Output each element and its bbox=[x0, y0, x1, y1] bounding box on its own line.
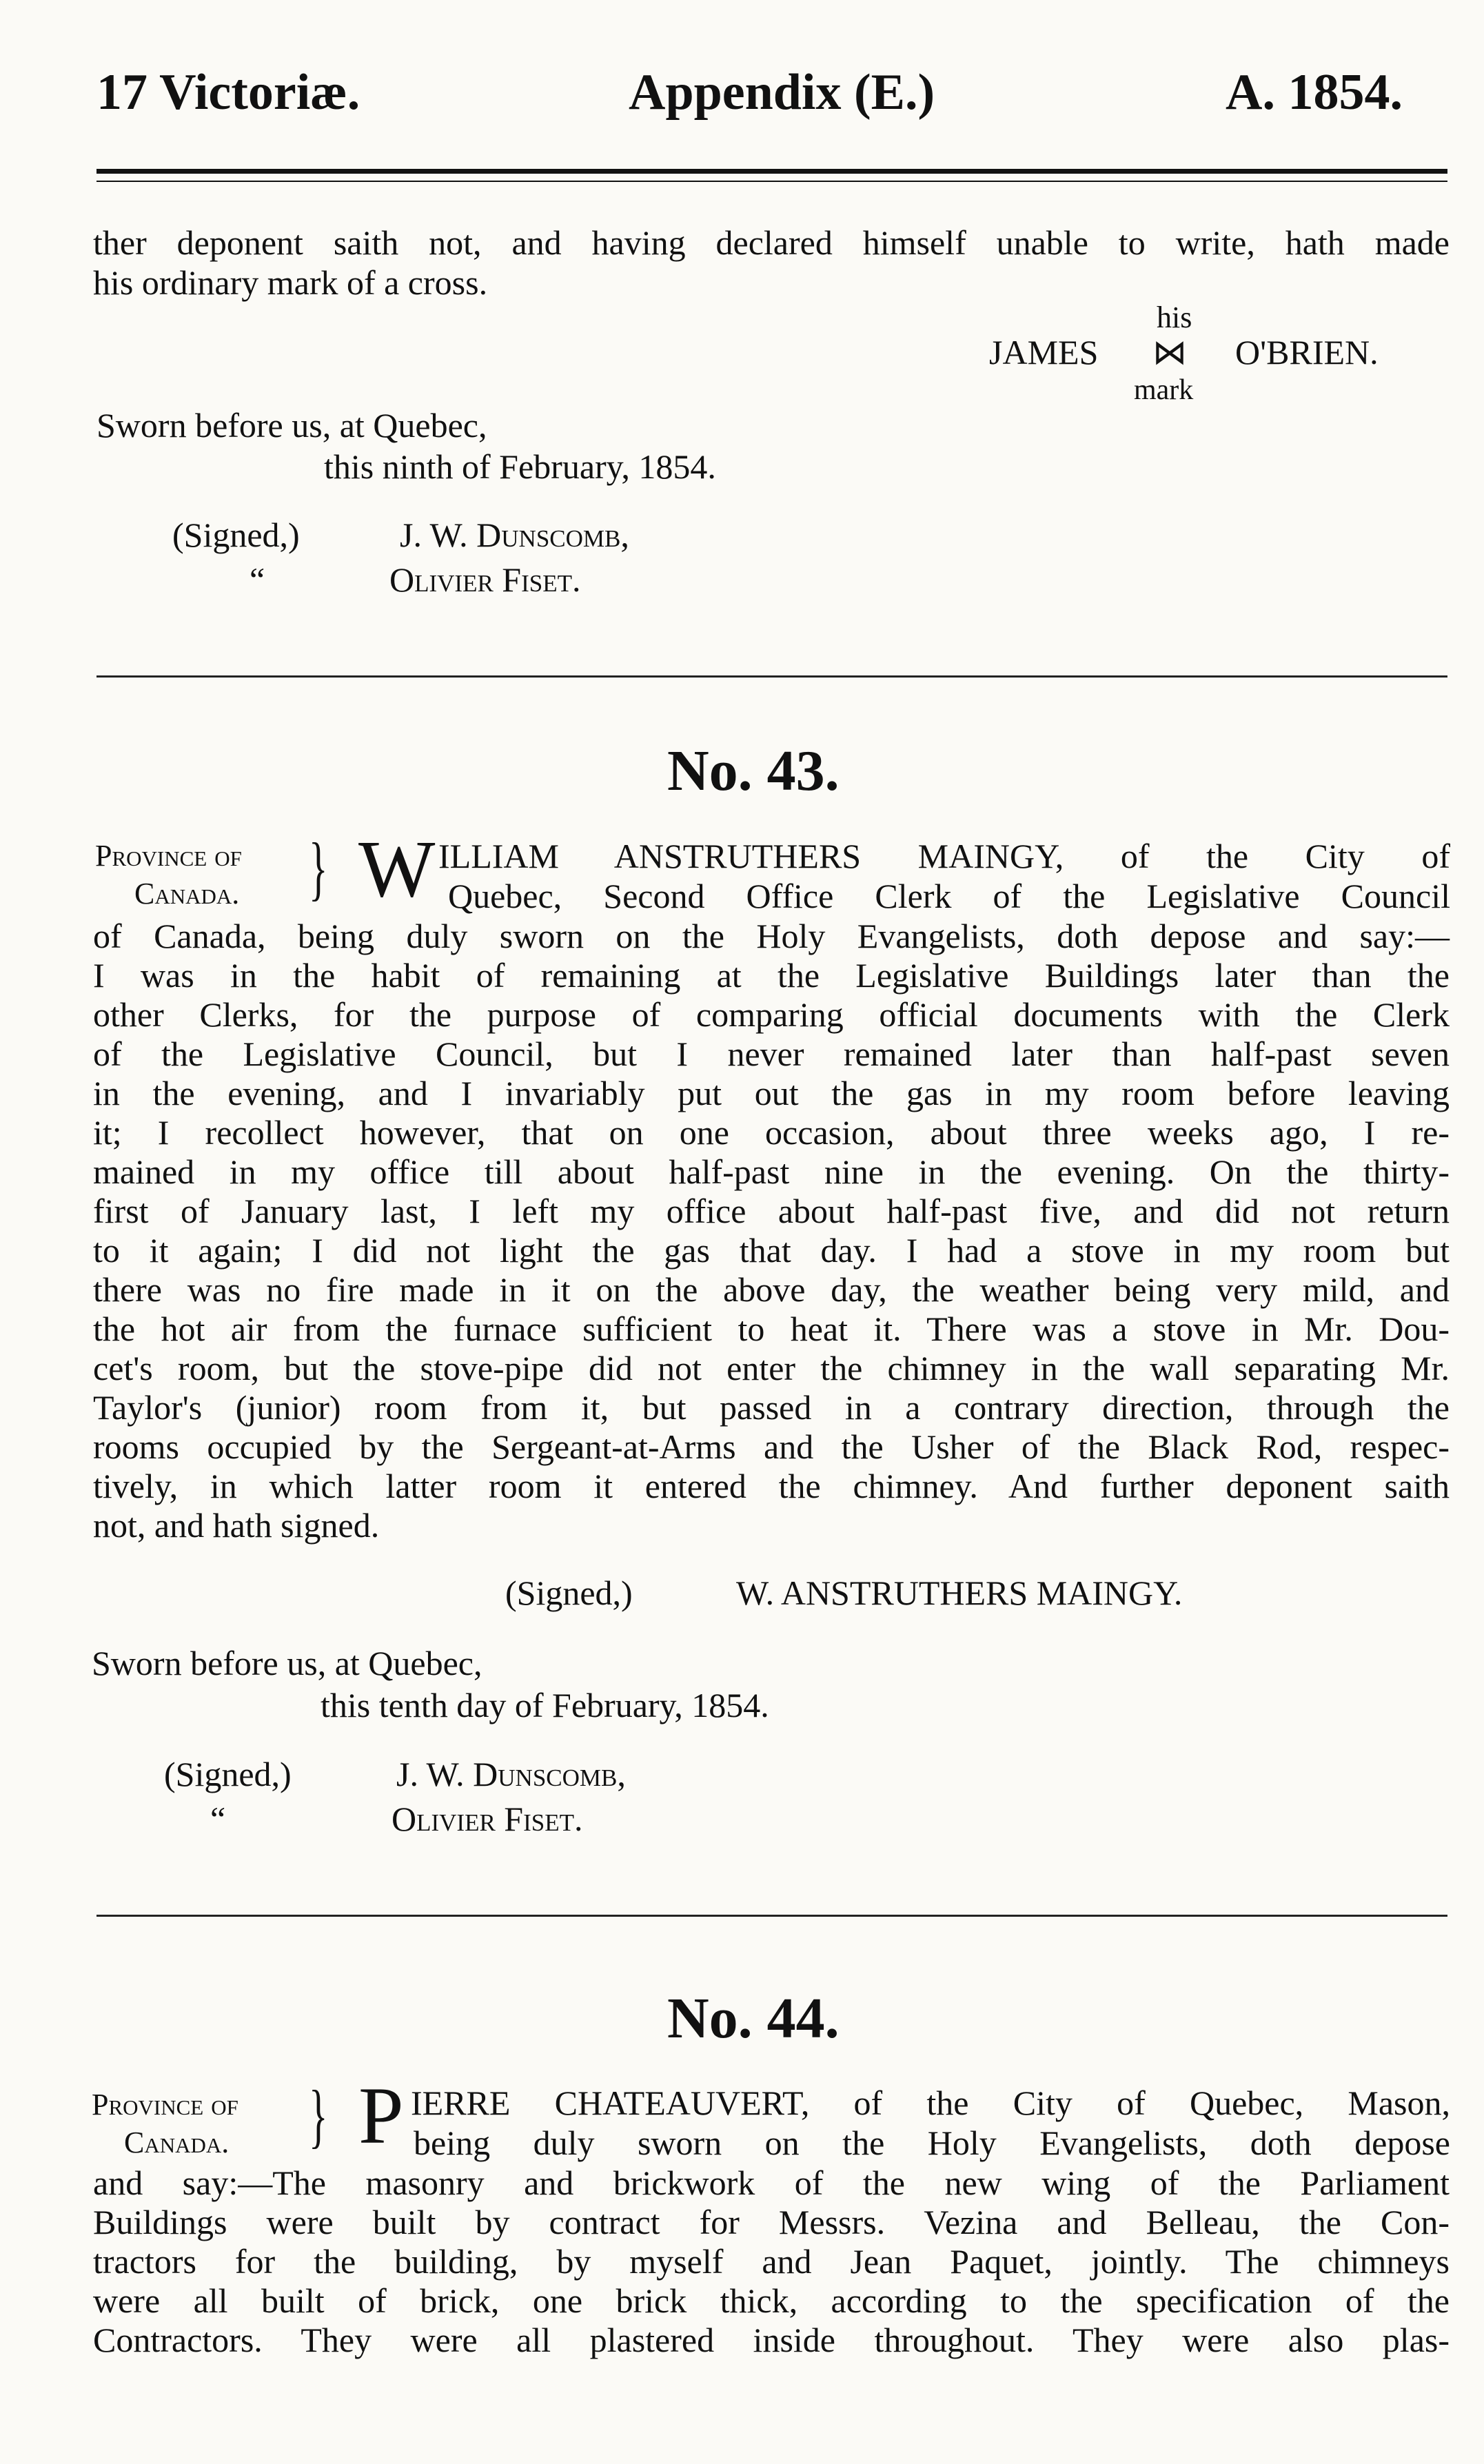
deponent-signature: W. ANSTRUTHERS MAINGY. bbox=[736, 1574, 1183, 1612]
deposition-number: No. 44. bbox=[667, 1986, 840, 2050]
header-rule-thick bbox=[96, 169, 1447, 174]
paragraph-line: Taylor's (junior) room from it, but passed in a contrary direction, through the bbox=[93, 1388, 1450, 1427]
province-label: Province of bbox=[95, 839, 242, 873]
witness-signature: J. W. Dunscomb, bbox=[400, 516, 629, 554]
drop-cap-initial: W bbox=[358, 824, 436, 914]
paragraph-line: tively, in which latter room it entered the chimney. And further deponent saith bbox=[93, 1467, 1450, 1505]
continuation-line: ther deponent saith not, and having declared himself unable to write, hath made bbox=[93, 223, 1450, 262]
mark-his: his bbox=[1157, 301, 1192, 334]
mark-name-first: JAMES bbox=[989, 333, 1099, 371]
paragraph-line: it; I recollect however, that on one occasion, about three weeks ago, I re- bbox=[93, 1113, 1450, 1152]
drop-cap-initial: P bbox=[358, 2070, 404, 2161]
witness-signature: Olivier Fiset. bbox=[392, 1800, 583, 1838]
ditto-mark: “ bbox=[210, 1800, 226, 1838]
province-label: Canada. bbox=[134, 877, 240, 910]
paragraph-line: cet's room, but the stove-pipe did not enter the chimney in the wall separating Mr. bbox=[93, 1349, 1450, 1387]
signed-label: (Signed,) bbox=[164, 1755, 292, 1793]
paragraph-line: were all built of brick, one brick thick, according to the specification of the bbox=[93, 2281, 1450, 2320]
header-right: A. 1854. bbox=[1226, 64, 1403, 121]
paragraph-line: in the evening, and I invariably put out the gas in my room before leaving bbox=[93, 1074, 1450, 1112]
paragraph-line: mained in my office till about half-past nine in the evening. On the thirty- bbox=[93, 1152, 1450, 1191]
paragraph-line: Contractors. They were all plastered inside throughout. They were also plas- bbox=[93, 2321, 1450, 2359]
paragraph-line: IERRE CHATEAUVERT, of the City of Quebec, Mason, bbox=[411, 2084, 1450, 2122]
brace-glyph: } bbox=[309, 828, 328, 908]
paragraph-line: not, and hath signed. bbox=[93, 1506, 380, 1545]
mark-cross-symbol: ⋈ bbox=[1152, 333, 1187, 371]
paragraph-line: Quebec, Second Office Clerk of the Legislative Council bbox=[448, 877, 1450, 915]
witness-signature: J. W. Dunscomb, bbox=[396, 1755, 626, 1793]
sworn-line: Sworn before us, at Quebec, bbox=[96, 406, 487, 445]
brace-glyph: } bbox=[309, 2076, 328, 2155]
section-divider bbox=[96, 675, 1447, 678]
paragraph-line: and say:—The masonry and brickwork of the new wing of the Parliament bbox=[93, 2163, 1450, 2202]
header-center: Appendix (E.) bbox=[629, 64, 935, 121]
paragraph-line: Buildings were built by contract for Messrs. Vezina and Belleau, the Con- bbox=[93, 2203, 1450, 2241]
sworn-line: Sworn before us, at Quebec, bbox=[92, 1644, 482, 1682]
mark-label: mark bbox=[1134, 374, 1194, 406]
witness-signature: Olivier Fiset. bbox=[389, 560, 581, 599]
paragraph-line: I was in the habit of remaining at the Legislative Buildings later than the bbox=[93, 956, 1450, 995]
paragraph-line: the hot air from the furnace sufficient to heat it. There was a stove in Mr. Dou- bbox=[93, 1310, 1450, 1348]
section-divider bbox=[96, 1915, 1447, 1917]
paragraph-line: there was no fire made in it on the above day, the weather being very mild, and bbox=[93, 1270, 1450, 1309]
province-label: Province of bbox=[92, 2088, 238, 2121]
ditto-mark: “ bbox=[250, 560, 265, 599]
header-left: 17 Victoriæ. bbox=[96, 64, 360, 121]
paragraph-line: being duly sworn on the Holy Evangelists, doth depose bbox=[414, 2124, 1450, 2162]
signed-label: (Signed,) bbox=[172, 516, 300, 554]
mark-name-last: O'BRIEN. bbox=[1235, 333, 1379, 371]
paragraph-line: of the Legislative Council, but I never remained later than half-past seven bbox=[93, 1035, 1450, 1073]
sworn-date-line: this tenth day of February, 1854. bbox=[321, 1686, 769, 1724]
sworn-date-line: this ninth of February, 1854. bbox=[324, 447, 716, 486]
paragraph-line: tractors for the building, by myself and Jean Paquet, jointly. The chimneys bbox=[93, 2242, 1450, 2281]
paragraph-line: other Clerks, for the purpose of comparing official documents with the Clerk bbox=[93, 995, 1450, 1034]
paragraph-line: first of January last, I left my office about half-past five, and did not return bbox=[93, 1192, 1450, 1230]
deposition-number: No. 43. bbox=[667, 739, 840, 803]
signed-label: (Signed,) bbox=[505, 1574, 633, 1612]
paragraph-line: ILLIAM ANSTRUTHERS MAINGY, of the City of bbox=[438, 837, 1450, 875]
paragraph-line: to it again; I did not light the gas that day. I had a stove in my room but bbox=[93, 1231, 1450, 1270]
header-rule-thin bbox=[96, 181, 1447, 182]
continuation-line: his ordinary mark of a cross. bbox=[93, 263, 488, 302]
paragraph-line: rooms occupied by the Sergeant-at-Arms and the Usher of the Black Rod, respec- bbox=[93, 1427, 1450, 1466]
province-label: Canada. bbox=[124, 2126, 230, 2159]
paragraph-line: of Canada, being duly sworn on the Holy Evangelists, doth depose and say:— bbox=[93, 917, 1450, 955]
